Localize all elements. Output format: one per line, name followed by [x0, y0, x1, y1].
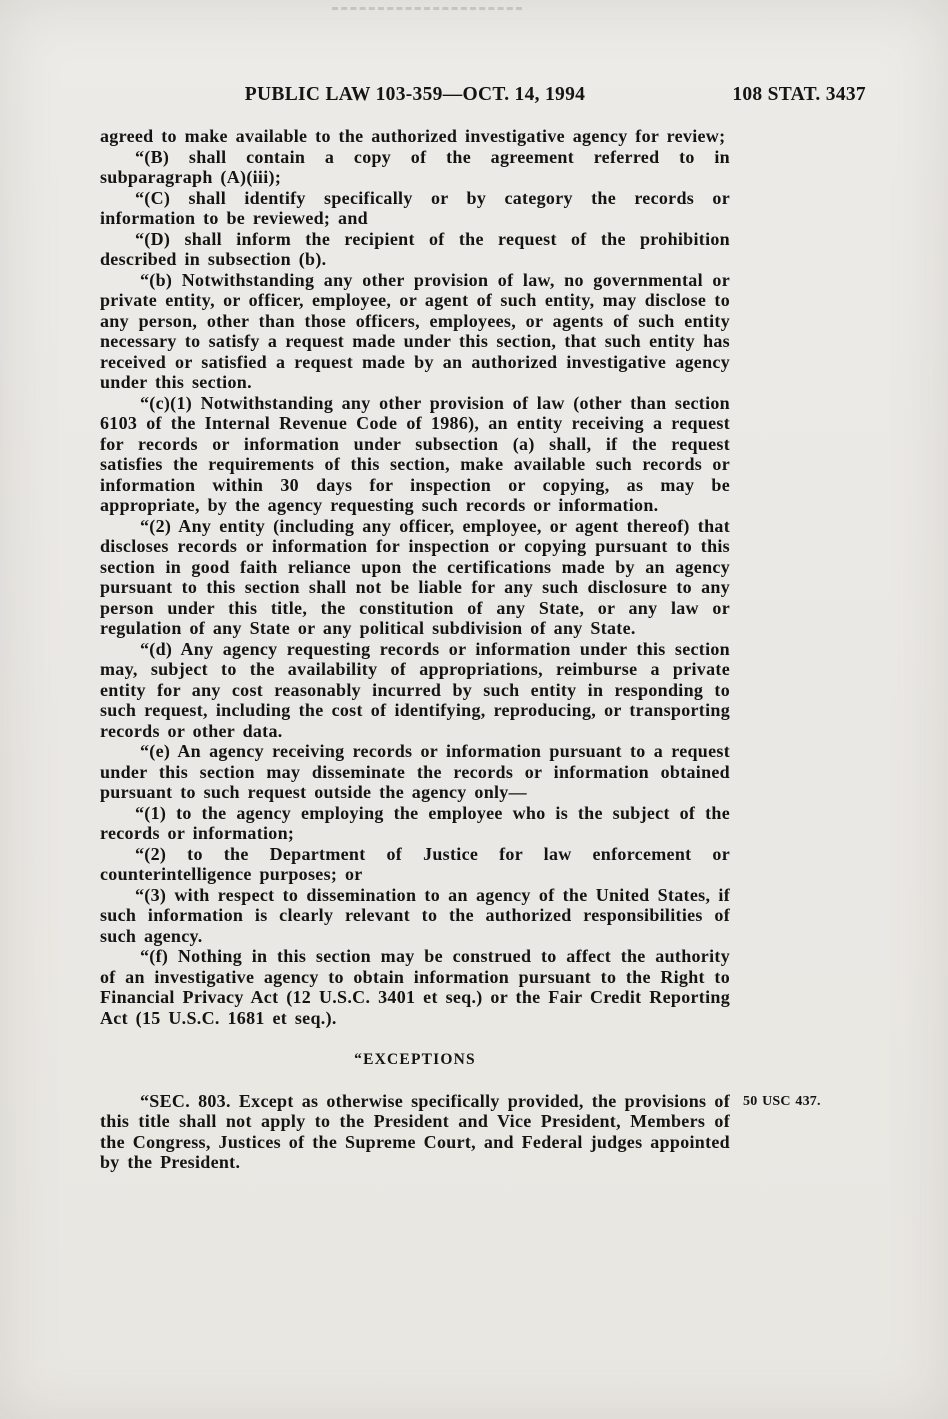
paragraph-sec-803: “SEC. 803. Except as otherwise specifically provided, the provisions of this title shall not apply to the President and Vice President, Members of the Congress, Justices of the Supreme Court, and Federal judges appointed by the President. [100, 1090, 730, 1172]
paragraph-item-e1: “(1) to the agency employing the employee who is the subject of the records or information; [100, 802, 730, 843]
scan-artifact-line [332, 7, 522, 10]
paragraph-subpara-B: “(B) shall contain a copy of the agreement referred to in subparagraph (A)(iii); [100, 146, 730, 187]
body-text-column [100, 126, 821, 1173]
paragraph-subsection-c2: “(2) Any entity (including any officer, employee, or agent thereof) that discloses records or information for inspection or copying pursuant to this section in good faith reliance upon the certifications made by an agency pursuant to this section shall not be liable for any such disclosure to any person under this title, the constitution of any State, or any law or regulation of any State or any political subdivision of any State. [100, 515, 730, 638]
margin-note-usc-citation: 50 USC 437. [743, 1093, 821, 1109]
paragraph-subsection-c1: “(c)(1) Notwithstanding any other provision of law (other than section 6103 of the Internal Revenue Code of 1986), an entity receiving a request for records or information under subsection (a) shall, if the request satisfies the requirements of this section, make available such records or information within 30 days for inspection or copying, as may be appropriate, by the agency requesting such records or information. [100, 392, 730, 515]
paragraph-subpara-C: “(C) shall identify specifically or by category the records or information to be reviewed; and [100, 187, 730, 228]
paragraph-item-e2: “(2) to the Department of Justice for law enforcement or counterintelligence purposes; or [100, 843, 730, 884]
page-header [0, 84, 948, 108]
sec-803-block [100, 1090, 821, 1173]
paragraph-subsection-b: “(b) Notwithstanding any other provision of law, no governmental or private entity, or officer, employee, or agent of such entity, may disclose to any person, other than those officers, employees, or agents of such entity necessary to satisfy a request made under this section, that such entity has received or satisfied a request made by an authorized investigative agency under this section. [100, 269, 730, 392]
paragraph-item-e3: “(3) with respect to dissemination to an agency of the United States, if such information is clearly relevant to the authorized responsibilities of such agency. [100, 884, 730, 946]
paragraph-subsection-f: “(f) Nothing in this section may be construed to affect the authority of an investigative agency to obtain information pursuant to the Right to Financial Privacy Act (12 U.S.C. 3401 et seq.) or the Fair Credit Reporting Act (15 U.S.C. 1681 et seq.). [100, 946, 730, 1028]
exceptions-heading: “EXCEPTIONS [354, 1051, 476, 1068]
statute-page-number: 108 STAT. 3437 [732, 84, 866, 105]
law-title: PUBLIC LAW 103-359—OCT. 14, 1994 [244, 84, 586, 105]
paragraph-subsection-d: “(d) Any agency requesting records or information under this section may, subject to the availability of appropriations, reimburse a private entity for any cost reasonably incurred by such entity in responding to such request, including the cost of identifying, reproducing, or transporting records or other data. [100, 638, 730, 741]
paragraph-subpara-D: “(D) shall inform the recipient of the request of the prohibition described in subsection (b). [100, 228, 730, 269]
paragraph-subsection-e: “(e) An agency receiving records or information pursuant to a request under this section may disseminate the records or information obtained pursuant to such request outside the agency only— [100, 741, 730, 802]
paragraph-continuation-clause: agreed to make available to the authorized investigative agency for review; [100, 126, 726, 146]
